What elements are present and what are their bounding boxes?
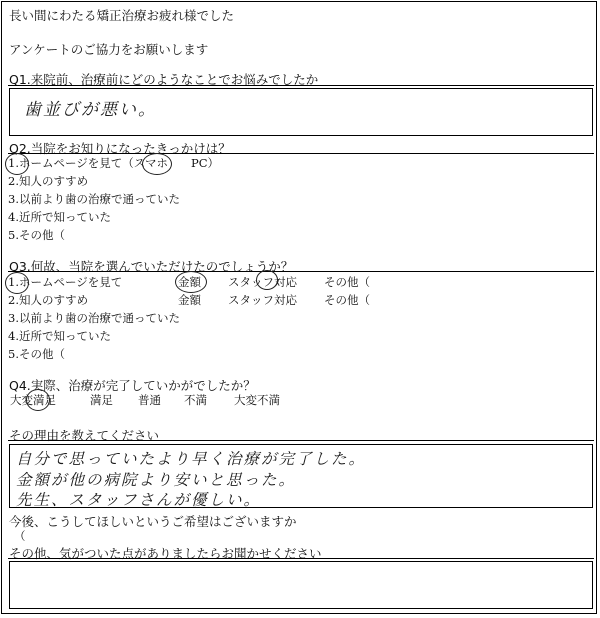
q3-sub1-staff: スタッフ対応 xyxy=(228,275,297,289)
q3-sub1-price: 金額 xyxy=(178,275,201,289)
q2-option-2: 2.知人のすすめ xyxy=(8,174,89,188)
q2-option-1: 1.ホームページを見て（スマホ PC） xyxy=(8,156,220,170)
q2-smartphone-circle-mark xyxy=(142,153,172,175)
other-answer-box xyxy=(9,561,593,609)
reason-answer-line-2: 金額が他の病院より安いと思った。 xyxy=(16,471,297,489)
q3-sub1-other: その他（ xyxy=(324,275,370,289)
q2-option-3: 3.以前より歯の治療で通っていた xyxy=(8,192,180,206)
reason-answer-line-1: 自分で思っていたより早く治療が完了した。 xyxy=(16,450,367,468)
q3-option-1: 1.ホームページを見て xyxy=(8,275,123,289)
q2-question: Q2.当院をお知りになったきっかけは？ xyxy=(9,141,231,156)
other-rule xyxy=(8,558,594,559)
reason-answer-box xyxy=(9,444,593,508)
questionnaire-sheet xyxy=(1,1,597,614)
q3-staff-circle-mark xyxy=(256,270,278,290)
q2-rule xyxy=(8,153,594,154)
q3-price-circle-mark xyxy=(175,271,207,293)
q3-option-1-circle-mark xyxy=(5,272,29,294)
q4-option-neutral: 普通 xyxy=(138,393,161,407)
reason-rule xyxy=(8,440,594,441)
q3-sub2-staff: スタッフ対応 xyxy=(228,293,297,307)
q3-sub2-price: 金額 xyxy=(178,293,201,307)
reason-answer-line-3: 先生、スタッフさんが優しい。 xyxy=(16,491,262,509)
q3-option-5: 5.その他（ xyxy=(8,347,65,361)
q2-option-1-circle-mark xyxy=(5,153,29,175)
q3-option-2: 2.知人のすすめ xyxy=(8,293,89,307)
q3-rule xyxy=(8,271,594,272)
q1-handwritten-answer: 歯並びが悪い。 xyxy=(24,100,157,120)
q3-question: Q3.何故、当院を選んでいただけたのでしょうか？ xyxy=(9,259,294,274)
q4-very-satisfied-circle-mark xyxy=(26,389,50,411)
q3-option-3: 3.以前より歯の治療で通っていた xyxy=(8,311,180,325)
request-answer: （ xyxy=(14,529,26,543)
reason-question: その理由を教えてください xyxy=(9,428,160,443)
q4-option-unsatisfied: 不満 xyxy=(184,393,207,407)
q3-option-4: 4.近所で知っていた xyxy=(8,329,111,343)
q4-option-very-unsatisfied: 大変不満 xyxy=(234,393,280,407)
q1-rule xyxy=(8,85,594,86)
request-line: アンケートのご協力をお願いします xyxy=(9,42,209,57)
q2-option-4: 4.近所で知っていた xyxy=(8,210,111,224)
q4-option-satisfied: 満足 xyxy=(90,393,113,407)
q1-question: Q1.来院前、治療前にどのようなことでお悩みでしたか xyxy=(9,72,319,87)
q4-question: Q4.実際、治療が完了していかがでしたか？ xyxy=(9,378,256,393)
other-question: その他、気がついた点がありましたらお聞かせください xyxy=(9,546,322,561)
q2-option-5: 5.その他（ xyxy=(8,228,65,242)
q3-sub2-other: その他（ xyxy=(324,293,370,307)
thanks-line: 長い間にわたる矯正治療お疲れ様でした xyxy=(9,8,235,23)
q1-answer-box xyxy=(9,88,593,136)
q4-option-very-satisfied: 大変満足 xyxy=(10,393,56,407)
request-question: 今後、こうしてほしいというご希望はございますか xyxy=(9,514,297,529)
